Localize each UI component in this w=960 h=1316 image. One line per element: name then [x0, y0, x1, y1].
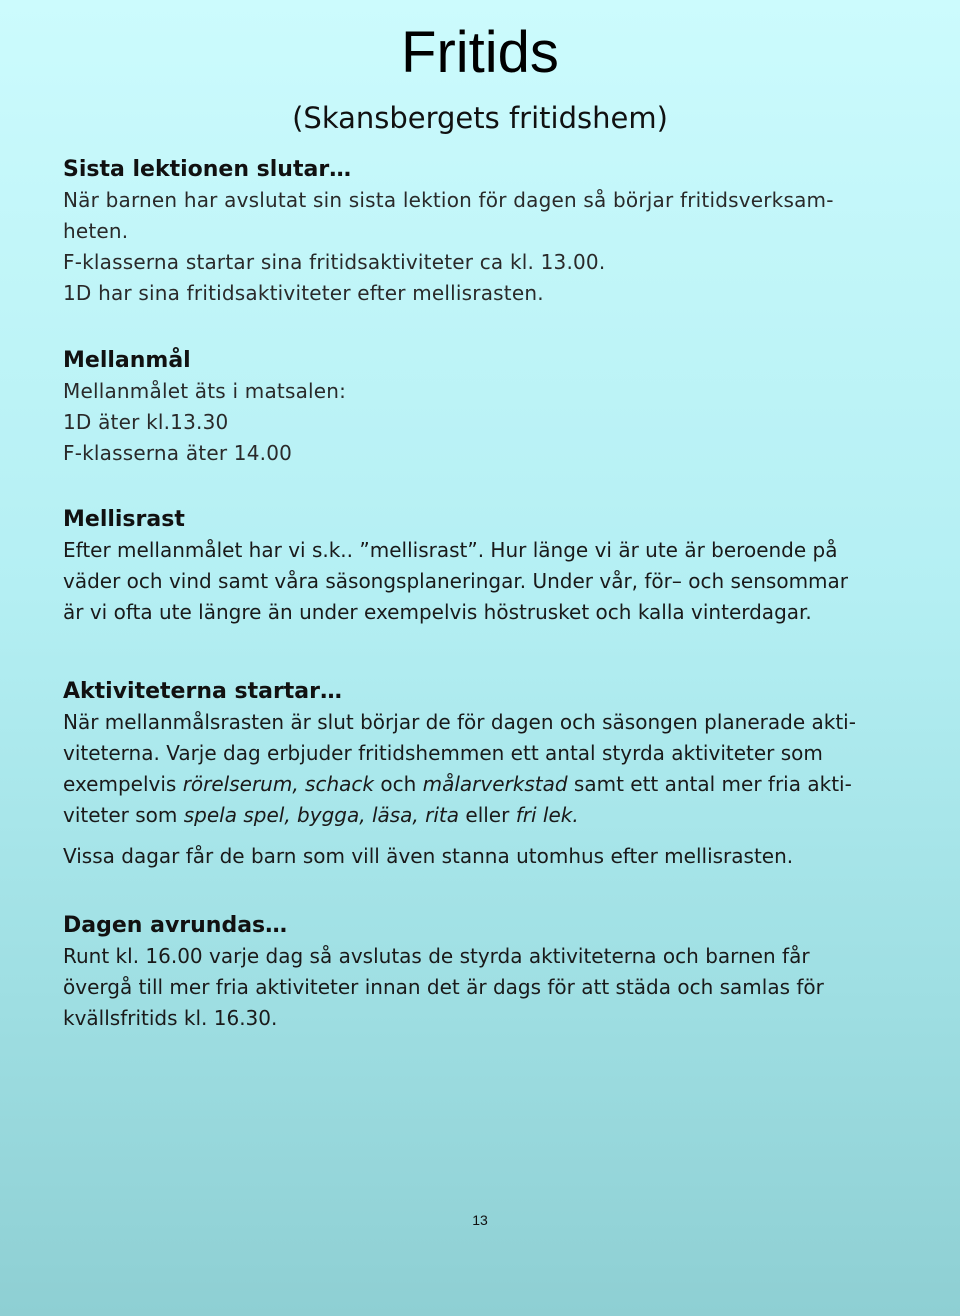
text-line: kvällsfritids kl. 16.30.: [63, 1006, 278, 1030]
text-line: 1D har sina fritidsaktiviteter efter mellisrasten.: [63, 281, 544, 305]
section-dagen-avrundas: [63, 910, 903, 1034]
section-heading: Mellisrast: [63, 507, 185, 532]
text-run: viteter som: [63, 803, 184, 827]
text-line: är vi ofta ute längre än under exempelvis höstrusket och kalla vinterdagar.: [63, 600, 812, 624]
italic-text: fri lek.: [515, 803, 579, 827]
page-number: 13: [472, 1212, 488, 1228]
text-line: F-klasserna äter 14.00: [63, 441, 293, 465]
italic-text: målarverkstad: [422, 772, 568, 796]
page-subtitle: (Skansbergets fritidshem): [292, 101, 668, 135]
text-run: eller: [459, 803, 516, 827]
text-run: och: [373, 772, 423, 796]
text-line: 1D äter kl.13.30: [63, 410, 229, 434]
section-heading: Sista lektionen slutar…: [63, 157, 352, 182]
text-line: väder och vind samt våra säsongsplaneringar. Under vår, för– och sensommar: [63, 569, 849, 593]
text-line: [63, 769, 903, 800]
text-run: samt ett antal mer fria akti-: [567, 772, 852, 796]
text-line: Vissa dagar får de barn som vill även stanna utomhus efter mellisrasten.: [63, 844, 794, 868]
text-line: Runt kl. 16.00 varje dag så avslutas de styrda aktiviteterna och barnen får: [63, 944, 810, 968]
section-heading: Dagen avrundas…: [63, 913, 288, 938]
italic-text: spela spel, bygga, läsa, rita: [183, 803, 460, 827]
section-mellanmal: [63, 345, 903, 469]
text-line: [63, 800, 903, 831]
section-sista-lektionen: [63, 154, 903, 309]
text-line: När barnen har avslutat sin sista lektion för dagen så börjar fritidsverksam-: [63, 188, 834, 212]
text-line: övergå till mer fria aktiviteter innan det är dags för att städa och samlas för: [63, 975, 824, 999]
text-line: F-klasserna startar sina fritidsaktiviteter ca kl. 13.00.: [63, 250, 606, 274]
page-title: Fritids: [401, 20, 559, 85]
text-line: viteterna. Varje dag erbjuder fritidshemmen ett antal styrda aktiviteter som: [63, 741, 823, 765]
section-mellisrast: [63, 504, 903, 628]
text-run: exempelvis: [63, 772, 183, 796]
text-line: Efter mellanmålet har vi s.k.. ”mellisrast”. Hur länge vi är ute är beroende på: [63, 538, 838, 562]
text-line: När mellanmålsrasten är slut börjar de för dagen och säsongen planerade akti-: [63, 710, 856, 734]
section-heading: Aktiviteterna startar…: [63, 679, 343, 704]
text-line: heten.: [63, 219, 129, 243]
italic-text: rörelserum, schack: [182, 772, 374, 796]
section-aktiviteterna: [63, 676, 903, 872]
text-line: Mellanmålet äts i matsalen:: [63, 379, 347, 403]
section-heading: Mellanmål: [63, 348, 191, 373]
